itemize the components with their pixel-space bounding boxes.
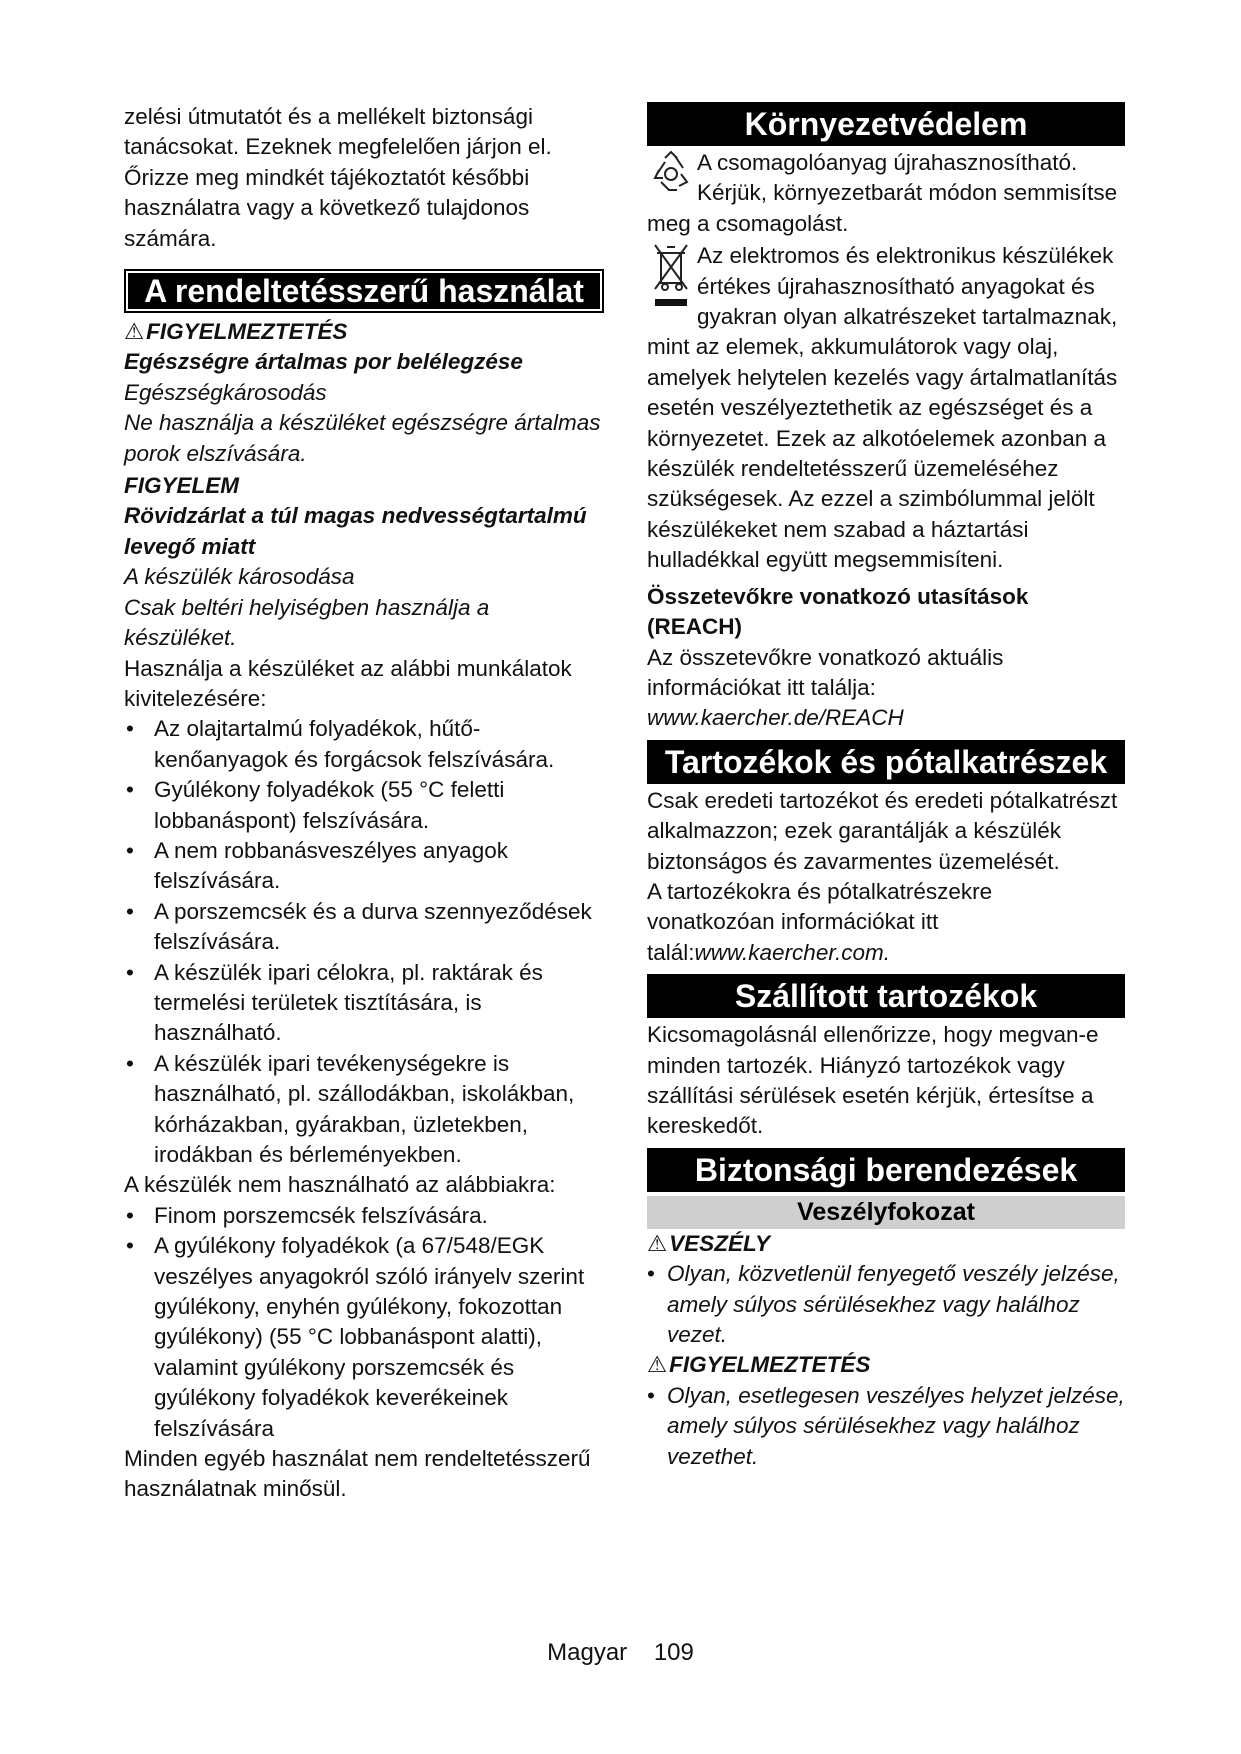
warning-instruction: Ne használja a készüléket egészségre ártalmas porok elszívására. — [124, 410, 601, 466]
section-heading-intended-use: A rendeltetésszerű használat — [124, 269, 604, 313]
page-footer — [0, 1638, 1241, 1668]
section-heading-safety: Biztonsági berendezések — [647, 1148, 1125, 1192]
warning-list — [647, 1381, 1125, 1472]
warning-triangle-icon: ⚠ — [647, 1230, 668, 1256]
section-heading-accessories: Tartozékok és pótalkatrészek — [647, 740, 1125, 784]
recycle-icon — [647, 148, 695, 206]
page-number: 109 — [653, 1639, 694, 1666]
crossed-bin-icon — [647, 241, 695, 319]
caution-instruction: Csak beltéri helyiségben használja a készüléket. — [124, 594, 490, 651]
caution-title: Rövidzárlat a túl magas nedvességtartalmú levegő miatt — [124, 503, 587, 559]
accessories-link[interactable]: www.kaercher.com. — [694, 939, 890, 965]
list-item: • Olyan, közvetlenül fenyegető veszély jelzése, amely súlyos sérülésekhez vagy halálhoz vezet. — [647, 1261, 1120, 1347]
list-item: • A gyúlékony folyadékok (a 67/548/EGK veszélyes anyagokról szóló irányelv szerint gyúlékony, enyhén gyúlékony, fokozottan gyúlékony) (55 °C lobbanáspont alatti), valamint gyúlékony porszemcsék és gyúlékony folyadékok keverékeinek felszívására — [126, 1233, 585, 1441]
right-column — [647, 102, 1125, 1472]
left-column — [124, 102, 604, 1505]
footer-language: Magyar — [547, 1639, 628, 1666]
list-item: • Olyan, esetlegesen veszélyes helyzet jelzése, amely súlyos sérülésekhez vagy halálhoz vezethet. — [647, 1382, 1125, 1469]
warning-triangle-icon: ⚠ — [124, 319, 145, 345]
caution-label: FIGYELEM — [124, 473, 240, 499]
reach-link[interactable]: www.kaercher.de/REACH — [647, 705, 904, 731]
danger-label: ⚠VESZÉLY — [647, 1230, 771, 1256]
list-item: • Finom porszemcsék felszívására. — [126, 1202, 488, 1228]
supplied-paragraph: Kicsomagolásnál ellenőrizze, hogy megvan-e minden tartozék. Hiányzó tartozékok vagy szállítási sérülések esetén kérjük, értesítse a kereskedőt. — [647, 1022, 1099, 1139]
accessories-paragraph-1: Csak eredeti tartozékot és eredeti pótalkatrészt alkalmazzon; ezek garantálják a készülék biztonságos és zavarmentes üzemelését. — [647, 787, 1118, 874]
use-list — [124, 714, 604, 1170]
recycle-paragraph: A csomagolóanyag újrahasznosítható. Kérjük, környezetbarát módon semmisítse meg a csomagolást. — [647, 150, 1118, 236]
not-use-intro: A készülék nem használható az alábbiakra: — [124, 1172, 556, 1198]
list-item: • Gyúlékony folyadékok (55 °C feletti lobbanáspont) felszívására. — [126, 777, 505, 833]
closing-paragraph: Minden egyéb használat nem rendeltetésszerű használatnak minősül. — [124, 1446, 591, 1502]
use-intro: Használja a készüléket az alábbi munkálatok kivitelezésére: — [124, 655, 572, 711]
reach-title: Összetevőkre vonatkozó utasítások (REACH) — [647, 583, 1029, 640]
list-item: • A készülék ipari tevékenységekre is használható, pl. szállodákban, iskolákban, kórházakban, gyárakban, üzletekben, irodákban és bérleményekben. — [126, 1050, 575, 1167]
caution-block-humidity — [124, 471, 604, 653]
reach-paragraph: Az összetevőkre vonatkozó aktuális információkat itt találja: www.kaercher.de/REACH — [647, 644, 1004, 731]
caution-consequence: A készülék károsodása — [124, 564, 355, 590]
warning-triangle-icon: ⚠ — [647, 1352, 668, 1378]
danger-list — [647, 1259, 1125, 1350]
warning-title: Egészségre ártalmas por belélegzése — [124, 349, 523, 375]
warning-label-right: ⚠FIGYELMEZTETÉS — [647, 1352, 871, 1378]
intro-paragraph: zelési útmutatót és a mellékelt biztonsági tanácsokat. Ezeknek megfelelően járjon el. Őrizze meg mindkét tájékoztatót későbbi használatra vagy a következő tulajdonos számára. — [124, 104, 552, 251]
not-use-list — [124, 1201, 604, 1444]
section-heading-supplied: Szállított tartozékok — [647, 974, 1125, 1018]
list-item: • A porszemcsék és a durva szennyeződések felszívására. — [126, 898, 592, 955]
list-item: • A nem robbanásveszélyes anyagok felszívására. — [126, 837, 508, 894]
accessories-paragraph-2: A tartozékokra és pótalkatrészekre vonatkozóan információkat itt talál:www.kaercher.com. — [647, 878, 993, 965]
warning-block-dust — [124, 317, 604, 469]
weee-paragraph: Az elektromos és elektronikus készülékek értékes újrahasznosítható anyagokat és gyakran olyan alkatrészeket tartalmaznak, mint az elemek, akkumulátorok vagy olaj, amelyek helytelen kezelés vagy ártalmatlanítás esetén veszélyeztethetik az egészséget és a környezetet. Ezek az alkotóelemek azonban a készülék rendeltetésszerű üzemeléséhez szükségesek. Az ezzel a szimbólummal jelölt készülékeket nem szabad a háztartási hulladékkal együtt megsemmisíteni. — [647, 243, 1118, 573]
section-heading-environment: Környezetvédelem — [647, 102, 1125, 146]
list-item: • Az olajtartalmú folyadékok, hűtő-kenőanyagok és forgácsok felszívására. — [126, 716, 555, 772]
subheading-hazard-level: Veszélyfokozat — [647, 1196, 1125, 1229]
list-item: • A készülék ipari célokra, pl. raktárak és termelési területek tisztítására, is használható. — [126, 959, 543, 1046]
warning-consequence: Egészségkárosodás — [124, 379, 327, 405]
warning-label: ⚠FIGYELMEZTETÉS — [124, 319, 348, 345]
